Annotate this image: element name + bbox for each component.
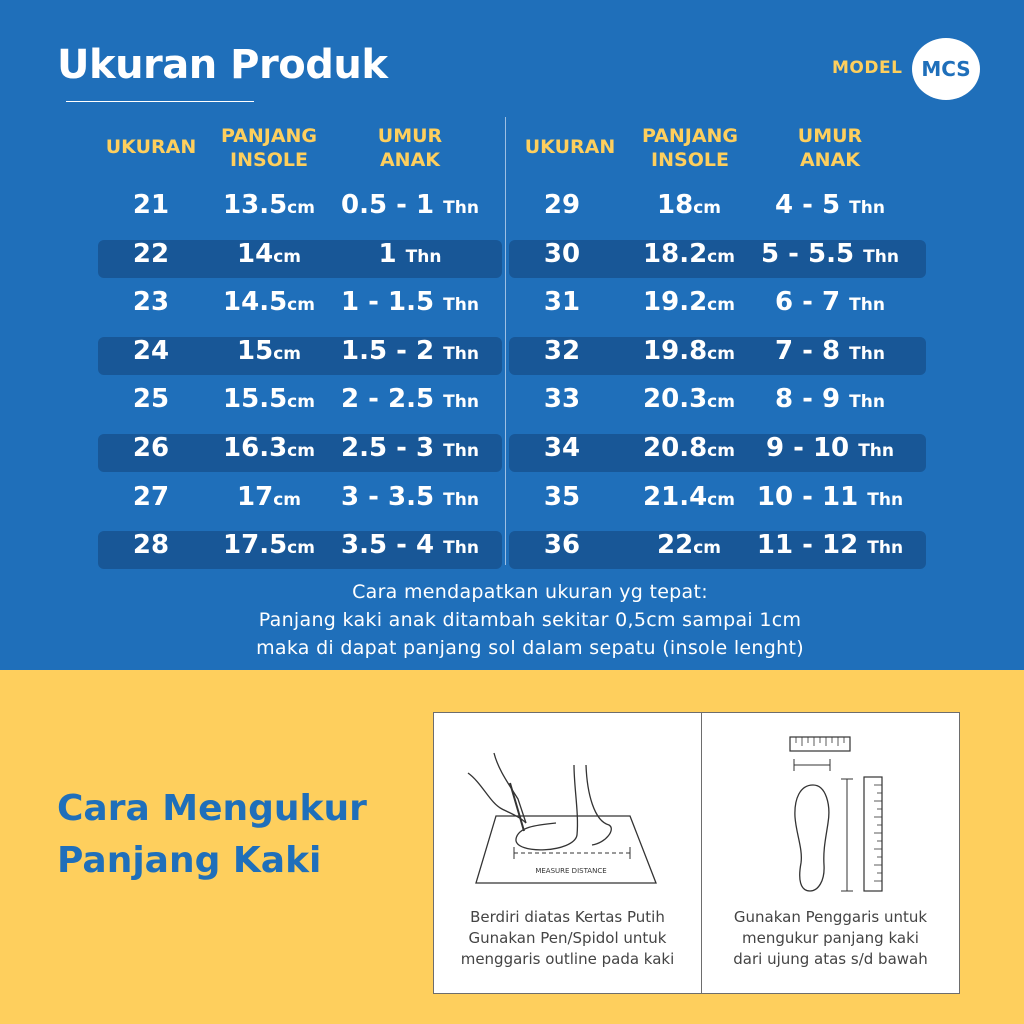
age-value: 6 - 7	[775, 287, 841, 318]
size-cell: 34	[543, 433, 581, 463]
insole-length-value: 15	[237, 335, 274, 366]
insole-length-value: 19.2	[643, 287, 708, 318]
fit-note-line1: Cara mendapatkan ukuran yg tepat:	[352, 581, 708, 603]
insole-length-value: 21.4	[643, 481, 708, 512]
insole-length-unit: cm	[273, 343, 301, 364]
foot-trace-illustration	[434, 713, 701, 903]
step-trace-line3: menggaris outline pada kaki	[460, 950, 675, 968]
insole-length-value: 16.3	[223, 433, 288, 463]
age-unit: Thn	[849, 295, 885, 316]
step-trace-line2: Gunakan Pen/Spidol untuk	[468, 929, 667, 947]
age-unit: Thn	[443, 392, 479, 413]
insole-length-unit: cm	[287, 538, 315, 559]
insole-length-value: 14	[237, 238, 274, 269]
age-unit: Thn	[858, 441, 895, 461]
age-cell	[740, 336, 920, 366]
size-cell: 28	[132, 530, 170, 561]
age-value: 4 - 5	[775, 190, 841, 220]
size-cell: 21	[132, 190, 170, 220]
age-unit: Thn	[443, 295, 479, 316]
age-unit: Thn	[849, 343, 885, 364]
age-unit: Thn	[443, 489, 479, 510]
age-unit: Thn	[867, 538, 904, 559]
header-age-line2: ANAK	[799, 149, 861, 171]
age-unit: Thn	[443, 538, 479, 559]
step-trace-line1: Berdiri diatas Kertas Putih	[470, 908, 665, 926]
insole-length-unit: cm	[273, 489, 301, 510]
insole-length-unit: cm	[707, 343, 735, 364]
size-cell: 26	[132, 433, 170, 463]
size-cell: 22	[132, 238, 170, 269]
age-unit: Thn	[867, 489, 904, 510]
insole-length-unit: cm	[693, 538, 721, 559]
age-cell	[320, 530, 500, 560]
age-unit: Thn	[849, 198, 885, 218]
size-cell: 33	[543, 384, 581, 415]
header-age-line1: UMUR	[377, 125, 443, 147]
age-value: 5 - 5.5	[761, 238, 855, 269]
header-insole-line2: INSOLE	[230, 149, 308, 171]
fit-note	[0, 578, 1024, 662]
insole-length-value: 17.5	[223, 530, 288, 561]
age-value: 9 - 10	[765, 433, 850, 463]
size-cell: 30	[543, 238, 581, 269]
age-unit: Thn	[849, 392, 885, 413]
age-cell	[320, 433, 500, 463]
size-cell: 25	[132, 384, 170, 415]
howto-title-line2: Panjang Kaki	[57, 840, 322, 881]
insole-length-unit: cm	[287, 392, 315, 413]
page-title: Ukuran Produk	[57, 42, 388, 88]
measure-distance-label: MEASURE DISTANCE	[535, 867, 607, 875]
size-cell: 36	[543, 530, 581, 561]
step-ruler-line1: Gunakan Penggaris untuk	[733, 908, 928, 926]
insole-length-value: 14.5	[223, 287, 288, 318]
insole-length-value: 13.5	[223, 190, 288, 220]
age-unit: Thn	[405, 246, 442, 267]
age-cell	[320, 384, 500, 414]
size-cell: 29	[543, 190, 581, 220]
model-badge: MCS	[912, 38, 980, 100]
insole-length-value: 18	[657, 190, 694, 220]
age-unit: Thn	[863, 246, 899, 267]
size-cell: 27	[132, 481, 170, 512]
age-value: 7 - 8	[775, 335, 841, 366]
age-value: 1	[378, 238, 397, 269]
age-value: 2 - 2.5	[341, 384, 435, 415]
insole-length-unit: cm	[707, 489, 735, 510]
step-ruler-line3: dari ujung atas s/d bawah	[733, 950, 928, 968]
ruler-insole-illustration	[702, 713, 959, 903]
size-cell: 24	[132, 335, 170, 366]
age-value: 2.5 - 3	[341, 433, 435, 463]
insole-length-unit: cm	[707, 392, 735, 413]
insole-length-value: 19.8	[643, 335, 708, 366]
age-cell	[740, 239, 920, 269]
step-panel-ruler	[701, 712, 960, 994]
insole-length-value: 15.5	[223, 384, 288, 415]
fit-note-line3: maka di dapat panjang sol dalam sepatu (insole lenght)	[256, 637, 804, 659]
size-cell: 32	[543, 335, 581, 366]
age-cell	[740, 482, 920, 512]
header-age-line1: UMUR	[797, 125, 863, 147]
age-value: 3 - 3.5	[341, 481, 435, 512]
age-cell	[740, 530, 920, 560]
insole-length-unit: cm	[287, 198, 315, 218]
step-ruler-line2: mengukur panjang kaki	[742, 929, 919, 947]
insole-length-unit: cm	[693, 198, 721, 218]
age-cell	[740, 433, 920, 463]
title-underline	[66, 101, 254, 102]
header-size-right: UKURAN	[524, 136, 616, 158]
insole-length-unit: cm	[287, 295, 315, 316]
age-cell	[320, 482, 500, 512]
header-age-right	[760, 124, 900, 172]
age-value: 10 - 11	[756, 481, 859, 512]
insole-length-value: 20.3	[643, 384, 708, 415]
age-unit: Thn	[443, 198, 479, 218]
age-cell	[320, 336, 500, 366]
step-panel-trace	[433, 712, 702, 994]
age-cell	[740, 287, 920, 317]
insole-length-unit: cm	[707, 246, 735, 267]
fit-note-line2: Panjang kaki anak ditambah sekitar 0,5cm sampai 1cm	[258, 609, 802, 631]
age-cell	[320, 287, 500, 317]
insole-length-value: 22	[657, 530, 694, 561]
howto-title	[57, 783, 367, 887]
insole-length-unit: cm	[707, 295, 735, 316]
age-value: 1 - 1.5	[341, 287, 435, 318]
header-age-left	[340, 124, 480, 172]
age-value: 1.5 - 2	[341, 335, 435, 366]
insole-length-unit: cm	[273, 246, 301, 267]
age-unit: Thn	[443, 441, 479, 461]
header-insole-line1: PANJANG	[641, 125, 739, 147]
age-value: 11 - 12	[756, 530, 859, 561]
header-insole-right	[620, 124, 760, 172]
step-trace-text	[434, 907, 701, 970]
header-insole-left	[199, 124, 339, 172]
age-value: 3.5 - 4	[341, 530, 435, 561]
insole-length-value: 18.2	[643, 238, 708, 269]
age-cell	[740, 384, 920, 414]
insole-length-value: 17	[237, 481, 274, 512]
insole-length-unit: cm	[287, 441, 315, 461]
size-cell: 23	[132, 287, 170, 318]
age-value: 0.5 - 1	[341, 190, 435, 220]
size-cell: 35	[543, 481, 581, 512]
header-insole-line2: INSOLE	[651, 149, 729, 171]
insole-length-value: 20.8	[643, 433, 708, 463]
step-ruler-text	[702, 907, 959, 970]
age-cell	[320, 190, 500, 220]
header-insole-line1: PANJANG	[220, 125, 318, 147]
age-cell	[740, 190, 920, 220]
age-cell	[320, 239, 500, 269]
howto-title-line1: Cara Mengukur	[57, 788, 367, 829]
header-size-left: UKURAN	[105, 136, 197, 158]
age-unit: Thn	[443, 343, 479, 364]
insole-length-unit: cm	[707, 441, 735, 461]
size-cell: 31	[543, 287, 581, 318]
header-age-line2: ANAK	[379, 149, 441, 171]
age-value: 8 - 9	[775, 384, 841, 415]
model-label: MODEL	[832, 58, 903, 78]
